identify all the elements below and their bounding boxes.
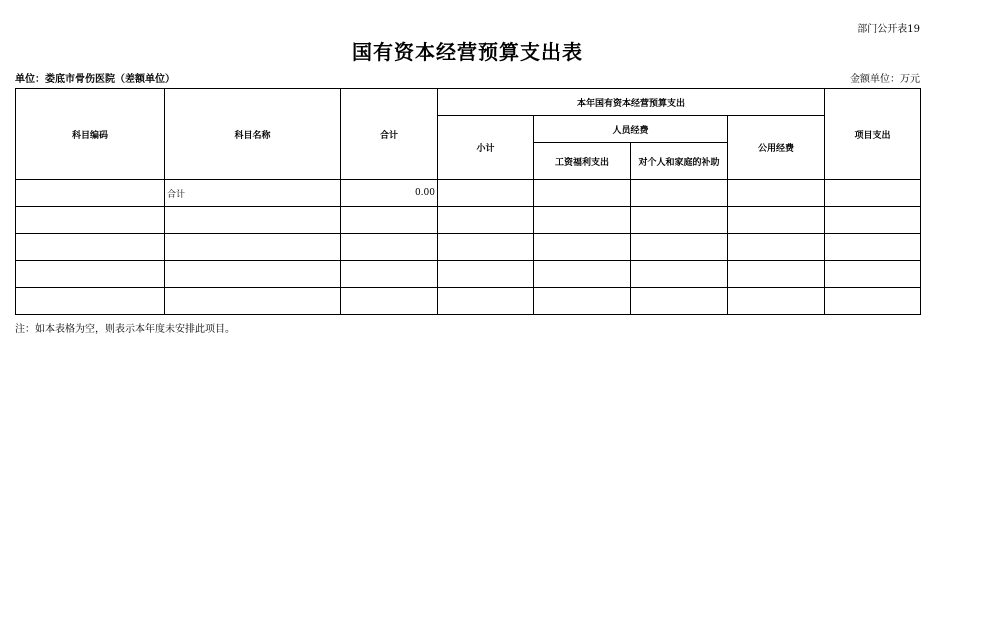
page-title: 国有资本经营预算支出表 [352,40,583,64]
cell-subtotal [438,234,534,261]
cell-public [728,207,825,234]
form-number: 部门公开表19 [857,24,920,35]
cell-total [341,207,438,234]
cell-project [825,234,921,261]
budget-table [15,88,921,315]
cell-name: 合计 [165,180,341,207]
table-row [16,261,921,288]
cell-project [825,207,921,234]
cell-wages [534,207,631,234]
cell-project [825,180,921,207]
table-row [16,207,921,234]
cell-subsidy [631,261,728,288]
header-subject-code: 科目编码 [16,89,165,180]
cell-name [165,234,341,261]
header-total: 合计 [341,89,438,180]
cell-subsidy [631,234,728,261]
header-personnel-expense: 人员经费 [534,116,728,143]
cell-total [341,288,438,315]
cell-subtotal [438,207,534,234]
table-row [16,234,921,261]
cell-public [728,261,825,288]
cell-wages [534,288,631,315]
table-row [16,288,921,315]
cell-code [16,288,165,315]
cell-wages [534,234,631,261]
cell-subtotal [438,261,534,288]
cell-total: 0.00 [341,180,438,207]
cell-total [341,234,438,261]
cell-total [341,261,438,288]
unit-label: 单位：娄底市骨伤医院（差额单位） [15,74,175,85]
table-row [16,180,921,207]
header-public-expense: 公用经费 [728,116,825,180]
header-current-year-expense: 本年国有资本经营预算支出 [438,89,825,116]
money-unit-label: 金额单位：万元 [850,74,920,85]
cell-public [728,288,825,315]
cell-subtotal [438,288,534,315]
footnote: 注：如本表格为空，则表示本年度未安排此项目。 [15,324,235,335]
cell-wages [534,180,631,207]
header-individual-family-subsidy: 对个人和家庭的补助 [631,143,728,180]
header-subject-name: 科目名称 [165,89,341,180]
header-wages-welfare: 工资福利支出 [534,143,631,180]
cell-subsidy [631,207,728,234]
cell-project [825,261,921,288]
cell-wages [534,261,631,288]
header-project-expense: 项目支出 [825,89,921,180]
cell-subtotal [438,180,534,207]
cell-code [16,180,165,207]
cell-subsidy [631,288,728,315]
cell-code [16,207,165,234]
cell-project [825,288,921,315]
cell-subsidy [631,180,728,207]
cell-code [16,261,165,288]
cell-name [165,207,341,234]
header-subtotal: 小计 [438,116,534,180]
cell-public [728,180,825,207]
cell-name [165,288,341,315]
cell-public [728,234,825,261]
cell-name [165,261,341,288]
cell-code [16,234,165,261]
